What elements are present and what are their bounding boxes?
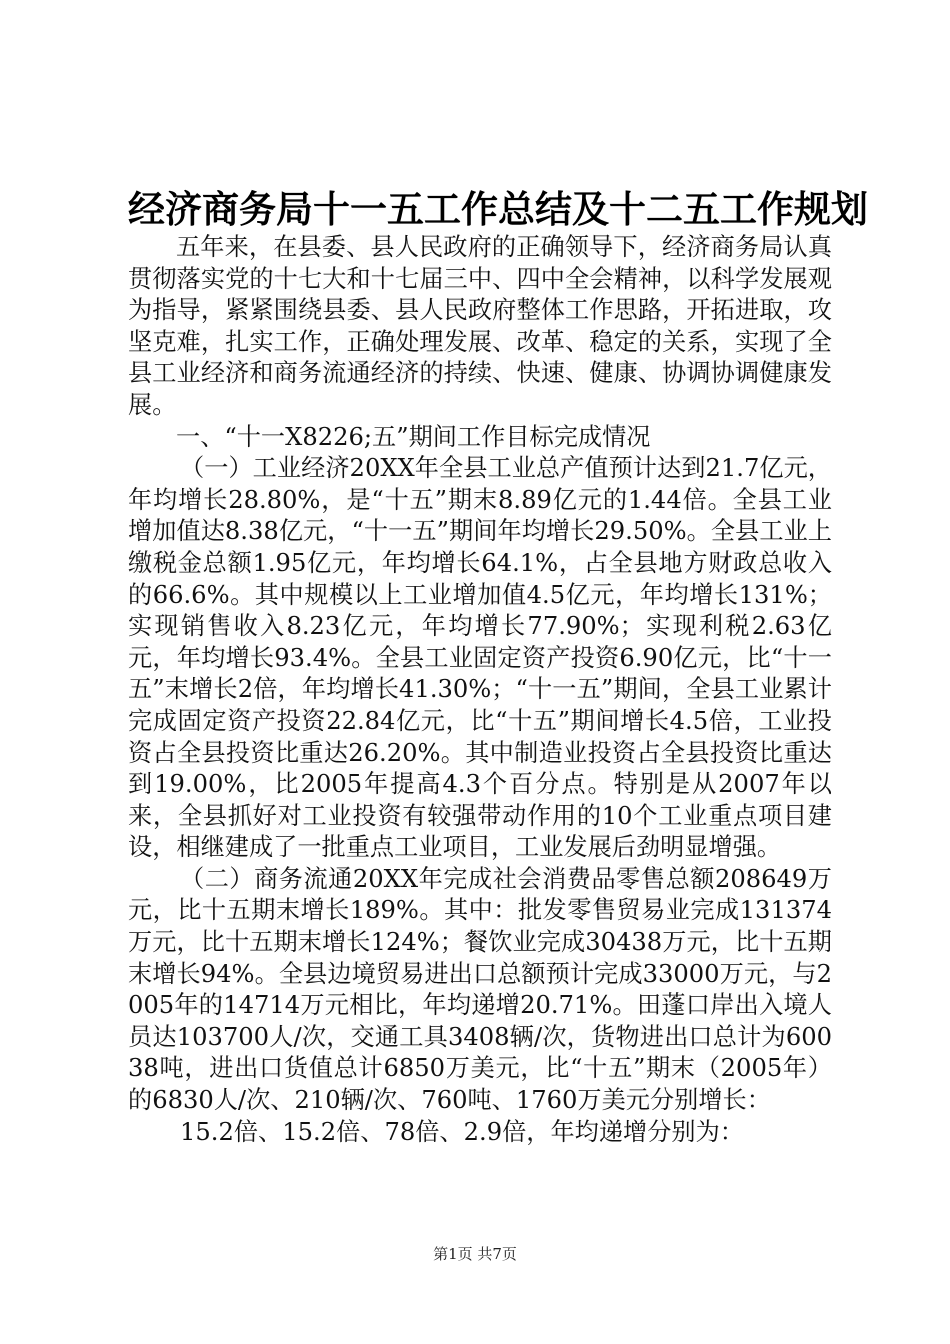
intro-paragraph: 五年来，在县委、县人民政府的正确领导下，经济商务局认真贯彻落实党的十七大和十七届三中、四中全会精神，以科学发展观为指导，紧紧围绕县委、县人民政府整体工作思路，开拓进取，攻坚克难，扎实工作，正确处理发展、改革、稳定的关系，实现了全县工业经济和商务流通经济的持续、快速、健康、协调协调健康发展。: [128, 233, 832, 419]
document-title: 经济商务局十一五工作总结及十二五工作规划: [128, 188, 868, 231]
section-heading: 一、“十一X8226;五”期间工作目标完成情况: [176, 422, 651, 451]
growth-multiples-paragraph: 15.2倍、15.2倍、78倍、2.9倍，年均递增分别为：: [180, 1117, 744, 1146]
industrial-economy-paragraph: （一）工业经济20XX年全县工业总产值预计达到21.7亿元，年均增长28.80%，是“十五”期末8.89亿元的1.44倍。全县工业增加值达8.38亿元，“十一五”期间年均增长29.50%。全县工业上缴税金总额1.95亿元，年均增长64.1%，占全县地方财政总收入的66.6%。其中规模以上工业增加值4.5亿元，年均增长131%；实现销售收入8.23亿元，年均增长77.90%；实现利税2.63亿元，年均增长93.4%。全县工业固定资产投资6.90亿元，比“十一五”末增长2倍，年均增长41.30%；“十一五”期间，全县工业累计完成固定资产投资22.84亿元，比“十五”期间增长4.5倍，工业投资占全县投资比重达26.20%。其中制造业投资占全县投资比重达到19.00%，比2005年提高4.3个百分点。特别是从2007年以来，全县抓好对工业投资有较强带动作用的10个工业重点项目建设，相继建成了一批重点工业项目，工业发展后劲明显增强。: [128, 454, 832, 862]
page-footer: [0, 1244, 950, 1264]
document-body: [128, 232, 832, 1148]
page-number-label: 第1页 共7页: [433, 1245, 517, 1263]
commerce-paragraph: （二）商务流通20XX年完成社会消费品零售总额208649万元，比十五期末增长189%。其中：批发零售贸易业完成131374万元，比十五期末增长124%；餐饮业完成30438万元，比十五期末增长94%。全县边境贸易进出口总额预计完成33000万元，与2005年的14714万元相比，年均递增20.71%。田蓬口岸出入境人员达103700人/次，交通工具3408辆/次，货物进出口总计为60038吨，进出口货值总计6850万美元，比“十五”期末（2005年）的6830人/次、210辆/次、760吨、1760万美元分别增长：: [128, 864, 832, 1115]
